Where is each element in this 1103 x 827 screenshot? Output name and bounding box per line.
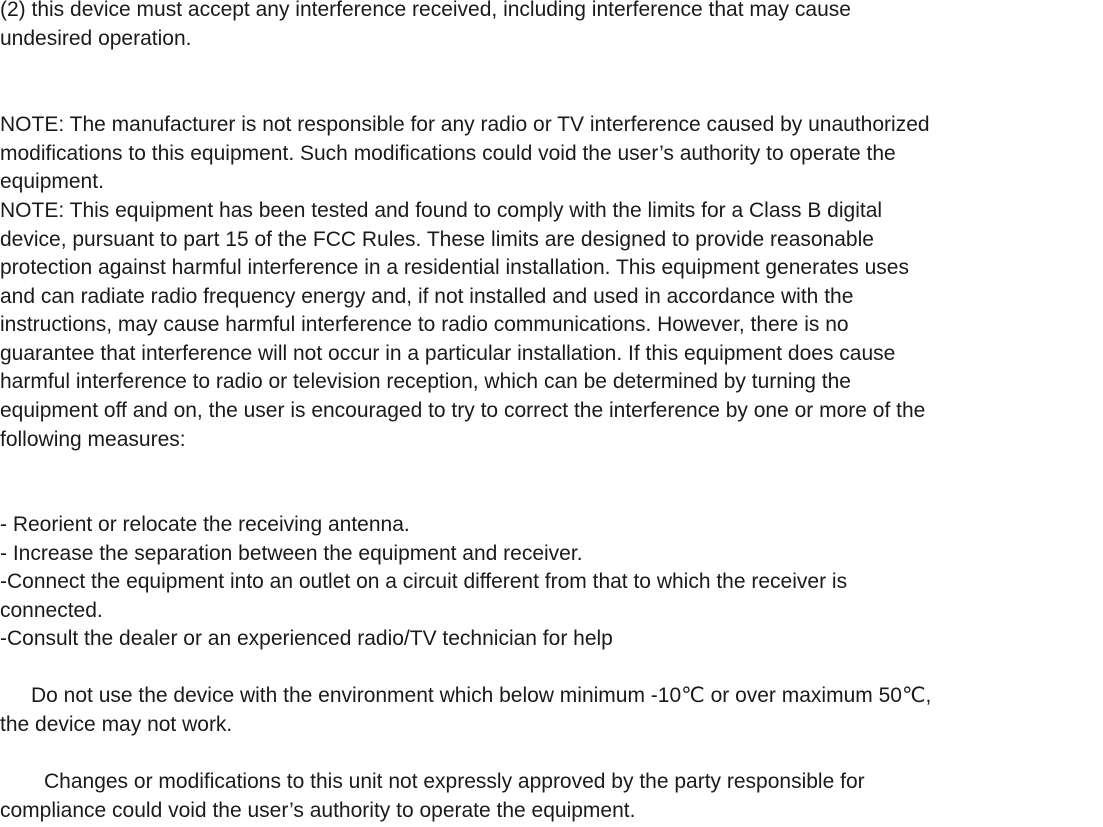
note-1-line-2: modifications to this equipment. Such modifications could void the user’s authority to operate the [0, 142, 896, 165]
temperature-note-line-2: the device may not work. [0, 713, 233, 736]
note-2-line-9: following measures: [0, 428, 186, 451]
note-2-line-7: harmful interference to radio or television reception, which can be determined by turning the [0, 370, 851, 393]
note-2-line-1: NOTE: This equipment has been tested and found to comply with the limits for a Class B digital [0, 199, 883, 222]
note-2-line-8: equipment off and on, the user is encouraged to try to correct the interference by one or more of the [0, 399, 926, 422]
temperature-note-line-1: Do not use the device with the environment which below minimum -10℃ or over maximum 50℃, [31, 684, 932, 707]
note-2-line-2: device, pursuant to part 15 of the FCC Rules. These limits are designed to provide reasonable [0, 228, 874, 251]
measure-item-3-continued: connected. [0, 599, 103, 622]
measure-item-3: -Connect the equipment into an outlet on a circuit different from that to which the receiver is [0, 570, 848, 593]
note-2-line-5: instructions, may cause harmful interference to radio communications. However, there is no [0, 313, 849, 336]
paragraph-1-line-1: (2) this device must accept any interference received, including interference that may cause [0, 0, 851, 21]
note-2-line-6: guarantee that interference will not occur in a particular installation. If this equipment does cause [0, 342, 896, 365]
changes-note-line-1: Changes or modifications to this unit not expressly approved by the party responsible for [44, 770, 865, 793]
measure-item-1: - Reorient or relocate the receiving antenna. [0, 513, 410, 536]
note-2-line-3: protection against harmful interference in a residential installation. This equipment generates uses [0, 256, 909, 279]
note-1-line-1: NOTE: The manufacturer is not responsible for any radio or TV interference caused by unauthorized [0, 113, 930, 136]
measure-item-4: -Consult the dealer or an experienced radio/TV technician for help [0, 627, 613, 650]
note-1-line-3: equipment. [0, 170, 104, 193]
paragraph-1-line-2: undesired operation. [0, 27, 192, 50]
note-2-line-4: and can radiate radio frequency energy and, if not installed and used in accordance with the [0, 285, 854, 308]
changes-note-line-2: compliance could void the user’s authority to operate the equipment. [0, 799, 636, 822]
measure-item-2: - Increase the separation between the equipment and receiver. [0, 542, 583, 565]
